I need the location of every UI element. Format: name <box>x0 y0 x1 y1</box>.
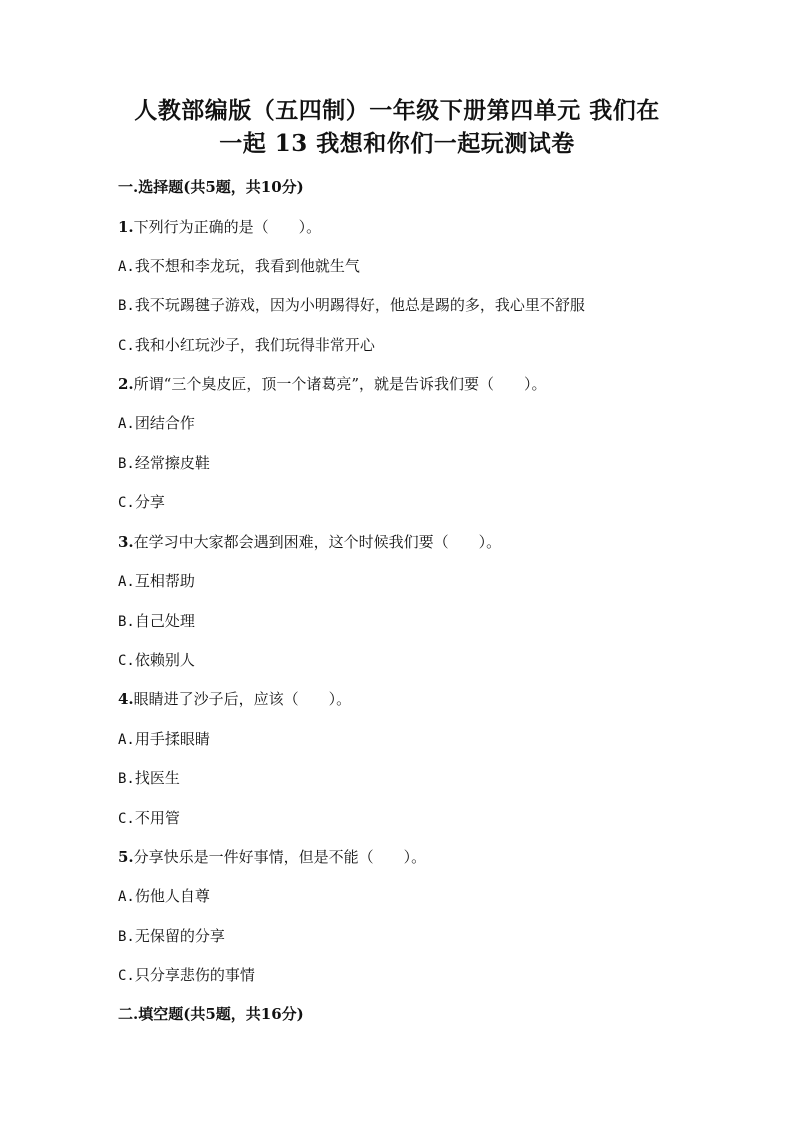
option-letter: B. <box>118 614 135 630</box>
question-5-option-c[interactable] <box>118 968 255 983</box>
option-text: 不用管 <box>134 809 180 827</box>
option-text: 无保留的分享 <box>134 927 225 945</box>
option-letter: C. <box>118 811 135 827</box>
question-4 <box>118 692 351 707</box>
question-2 <box>118 377 547 392</box>
option-letter: A. <box>118 416 135 432</box>
question-1-option-c[interactable] <box>118 338 375 353</box>
option-letter: B. <box>118 929 135 945</box>
question-text: 所谓“三个臭皮匠，顶一个诸葛亮”，就是告诉我们要（ ）。 <box>133 375 547 393</box>
question-1-option-a[interactable] <box>118 259 360 274</box>
option-letter: C. <box>118 653 135 669</box>
option-text: 我和小红玩沙子，我们玩得非常开心 <box>134 336 375 354</box>
question-3 <box>118 535 501 550</box>
question-2-option-b[interactable] <box>118 456 210 471</box>
option-text: 自己处理 <box>134 612 195 630</box>
section-heading-choice: 一.选择题(共5题，共10分) <box>118 178 304 196</box>
option-text: 团结合作 <box>134 414 195 432</box>
option-text: 只分享悲伤的事情 <box>134 966 255 984</box>
question-5 <box>118 850 426 865</box>
question-text: 分享快乐是一件好事情，但是不能（ ）。 <box>133 848 427 866</box>
option-text: 找医生 <box>134 769 180 787</box>
page-title-line-2: 一起 13 我想和你们一起玩测试卷 <box>219 130 575 157</box>
question-3-option-a[interactable] <box>118 574 195 589</box>
question-text: 眼睛进了沙子后，应该（ ）。 <box>133 690 352 708</box>
option-text: 经常擦皮鞋 <box>134 454 210 472</box>
option-text: 依赖别人 <box>134 651 195 669</box>
question-number: 1. <box>118 218 134 236</box>
section-heading-fill-in: 二.填空题(共5题，共16分) <box>118 1005 304 1023</box>
option-text: 互相帮助 <box>134 572 195 590</box>
question-3-option-c[interactable] <box>118 653 195 668</box>
option-letter: C. <box>118 968 135 984</box>
option-text: 我不玩踢毽子游戏，因为小明踢得好，他总是踢的多，我心里不舒服 <box>134 296 585 314</box>
option-letter: A. <box>118 889 135 905</box>
option-text: 伤他人自尊 <box>134 887 210 905</box>
question-4-option-a[interactable] <box>118 732 210 747</box>
option-letter: B. <box>118 298 135 314</box>
option-letter: A. <box>118 259 135 275</box>
question-4-option-b[interactable] <box>118 771 180 786</box>
question-1-option-b[interactable] <box>118 298 585 313</box>
option-letter: C. <box>118 338 135 354</box>
question-number: 2. <box>118 375 134 393</box>
question-2-option-c[interactable] <box>118 495 165 510</box>
question-1 <box>118 220 321 235</box>
option-letter: B. <box>118 771 135 787</box>
question-5-option-b[interactable] <box>118 929 225 944</box>
option-text: 用手揉眼睛 <box>134 730 210 748</box>
question-text: 下列行为正确的是（ ）。 <box>133 218 322 236</box>
question-3-option-b[interactable] <box>118 614 195 629</box>
option-letter: C. <box>118 495 135 511</box>
question-5-option-a[interactable] <box>118 889 210 904</box>
page-title-line-1: 人教部编版（五四制）一年级下册第四单元 我们在 <box>134 97 660 124</box>
question-number: 5. <box>118 848 134 866</box>
option-letter: B. <box>118 456 135 472</box>
question-2-option-a[interactable] <box>118 416 195 431</box>
question-number: 3. <box>118 533 134 551</box>
question-number: 4. <box>118 690 134 708</box>
question-4-option-c[interactable] <box>118 811 180 826</box>
question-text: 在学习中大家都会遇到困难，这个时候我们要（ ）。 <box>133 533 502 551</box>
option-letter: A. <box>118 574 135 590</box>
option-text: 分享 <box>134 493 165 511</box>
option-letter: A. <box>118 732 135 748</box>
option-text: 我不想和李龙玩，我看到他就生气 <box>134 257 360 275</box>
